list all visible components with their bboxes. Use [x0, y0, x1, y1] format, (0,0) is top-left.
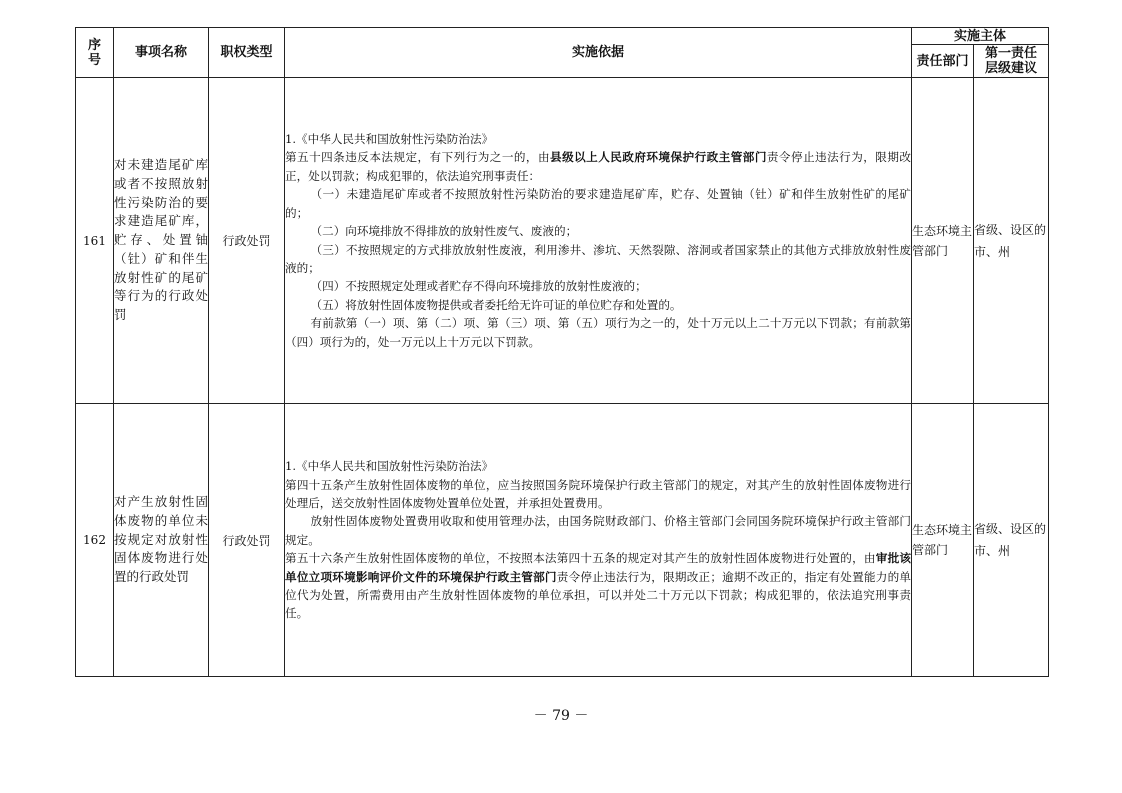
responsible-authority: 县级以上人民政府环境保护行政主管部门	[550, 150, 767, 165]
responsible-dept: 生态环境主管部门	[912, 78, 974, 404]
header-row	[76, 28, 1049, 45]
law-title: 1.《中华人民共和国放射性污染防治法》	[285, 132, 494, 147]
basis-paragraph: 第五十四条违反本法规定，有下列行为之一的，由县级以上人民政府环境保护行政主管部门责令停止违法行为，限期改正，处以罚款；构成犯罪的，依法追究刑事责任：	[285, 150, 911, 183]
basis-item: （四）不按照规定处理或者贮存不得向环境排放的放射性废液的；	[310, 279, 647, 294]
item-name: 对产生放射性固体废物的单位未按规定对放射性固体废物进行处置的行政处罚	[114, 404, 209, 677]
row-number: 161	[76, 78, 114, 404]
authority-type: 行政处罚	[209, 78, 285, 404]
basis-item: （三）不按照规定的方式排放放射性废液，利用渗井、渗坑、天然裂隙、溶洞或者国家禁止的其他方式排放放射性废液的；	[285, 242, 911, 275]
header-basis: 实施依据	[285, 28, 912, 78]
row-number: 162	[76, 404, 114, 677]
header-dept: 责任部门	[912, 45, 974, 78]
basis-paragraph: 第四十五条产生放射性固体废物的单位，应当按照国务院环境保护行政主管部门的规定，对其产生的放射性固体废物进行处理后，送交放射性固体废物处置单位处置，并承担处置费用。	[285, 477, 911, 510]
law-title: 1.《中华人民共和国放射性污染防治法》	[285, 459, 494, 474]
header-subject: 实施主体	[912, 28, 1049, 45]
responsibility-level: 省级、设区的市、州	[974, 78, 1049, 404]
authority-table	[75, 27, 1049, 677]
basis-item: （五）将放射性固体废物提供或者委托给无许可证的单位贮存和处置的。	[310, 297, 682, 312]
basis-paragraph: 第五十六条产生放射性固体废物的单位，不按照本法第四十五条的规定对其产生的放射性固体废物进行处置的，由审批该单位立项环境影响评价文件的环境保护行政主管部门责令停止违法行为，限期改正；逾期不改正的，指定有处置能力的单位代为处置，所需费用由产生放射性固体废物的单位承担，可以并处二十万元以下罚款；构成犯罪的，依法追究刑事责任。	[285, 551, 911, 621]
table-row	[76, 78, 1049, 404]
item-name: 对未建造尾矿库或者不按照放射性污染防治的要求建造尾矿库，贮存、处置铀（钍）矿和伴生放射性矿的尾矿等行为的行政处罚	[114, 78, 209, 404]
header-type: 职权类型	[209, 28, 285, 78]
header-level: 第一责任层级建议	[974, 45, 1049, 78]
authority-type: 行政处罚	[209, 404, 285, 677]
basis-item: （二）向环境排放不得排放的放射性废气、废液的；	[310, 224, 578, 239]
basis-item: （一）未建造尾矿库或者不按照放射性污染防治的要求建造尾矿库，贮存、处置铀（钍）矿和伴生放射性矿的尾矿的；	[285, 187, 911, 220]
responsibility-level: 省级、设区的市、州	[974, 404, 1049, 677]
legal-basis	[285, 78, 912, 404]
responsible-authority: 审批该单位立项环境影响评价文件的环境保护行政主管部门	[285, 551, 911, 584]
table-row	[76, 404, 1049, 677]
basis-closing: 有前款第（一）项、第（二）项、第（三）项、第（五）项行为之一的，处十万元以上二十万元以下罚款；有前款第（四）项行为的，处一万元以上十万元以下罚款。	[285, 316, 911, 349]
legal-basis	[285, 404, 912, 677]
basis-paragraph: 放射性固体废物处置费用收取和使用管理办法，由国务院财政部门、价格主管部门会同国务院环境保护行政主管部门规定。	[285, 514, 911, 547]
header-name: 事项名称	[114, 28, 209, 78]
page-number: － 79 －	[533, 708, 589, 724]
responsible-dept: 生态环境主管部门	[912, 404, 974, 677]
header-num: 序号	[76, 28, 114, 78]
